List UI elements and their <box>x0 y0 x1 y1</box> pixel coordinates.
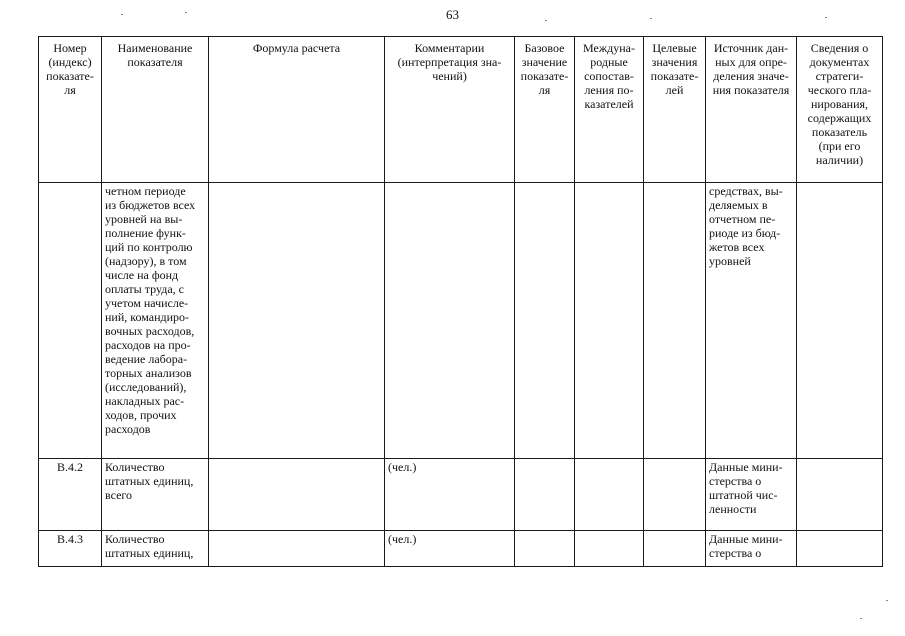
cell-base-value <box>515 531 575 567</box>
cell-source: Данные мини- стерства о штатной чис- ленности <box>706 459 797 531</box>
cell-comment: (чел.) <box>385 531 515 567</box>
cell-index <box>39 183 102 459</box>
cell-index: В.4.2 <box>39 459 102 531</box>
header-target-values: Целевые значения показате-лей <box>644 37 706 183</box>
cell-comment <box>385 183 515 459</box>
cell-comment: (чел.) <box>385 459 515 531</box>
indicators-table <box>38 36 883 567</box>
cell-international <box>575 459 644 531</box>
cell-name: Количество штатных единиц, <box>102 531 209 567</box>
cell-source: средствах, вы- деляемых в отчетном пе- риоде из бюд- жетов всех уровней <box>706 183 797 459</box>
cell-base-value <box>515 459 575 531</box>
cell-name: четном периоде из бюджетов всех уровней на вы- полнение функ- ций по контролю (надзору), в том числе на фонд оплаты труда, с учетом начисле- ний, командиро- вочных расходов, расходов на про- ведение лабора- торных анализов (исследований), накладных рас- ходов, прочих расходов <box>102 183 209 459</box>
cell-target <box>644 531 706 567</box>
cell-name: Количество штатных единиц, всего <box>102 459 209 531</box>
scan-speck <box>121 14 123 15</box>
table-row <box>39 459 883 531</box>
header-data-source: Источник дан-ных для опре-деления значе-ния показателя <box>706 37 797 183</box>
page-number: 63 <box>446 7 459 22</box>
header-name: Наименование показателя <box>102 37 209 183</box>
header-strategic-docs: Сведения о документах стратеги-ческого пла-нирования, содержащих показатель (при его наличии) <box>797 37 883 183</box>
cell-strategic-docs <box>797 531 883 567</box>
header-international: Междуна-родные сопостав-ления по-казателей <box>575 37 644 183</box>
cell-base-value <box>515 183 575 459</box>
cell-international <box>575 531 644 567</box>
scan-speck <box>545 20 547 21</box>
cell-index: В.4.3 <box>39 531 102 567</box>
cell-formula <box>209 183 385 459</box>
header-comments: Комментарии (интерпретация зна-чений) <box>385 37 515 183</box>
cell-strategic-docs <box>797 183 883 459</box>
header-base-value: Базовое значение показате-ля <box>515 37 575 183</box>
cell-target <box>644 183 706 459</box>
table-row <box>39 531 883 567</box>
scan-speck <box>650 18 652 19</box>
cell-formula <box>209 531 385 567</box>
cell-strategic-docs <box>797 459 883 531</box>
header-formula: Формула расчета <box>209 37 385 183</box>
table-row <box>39 183 883 459</box>
header-index: Номер (индекс) показате-ля <box>39 37 102 183</box>
scan-speck <box>185 12 187 13</box>
scan-speck <box>860 618 862 619</box>
table-header-row <box>39 37 883 183</box>
scan-speck <box>825 17 827 18</box>
cell-source: Данные мини- стерства о <box>706 531 797 567</box>
scan-speck <box>886 600 888 601</box>
cell-target <box>644 459 706 531</box>
cell-formula <box>209 459 385 531</box>
cell-international <box>575 183 644 459</box>
